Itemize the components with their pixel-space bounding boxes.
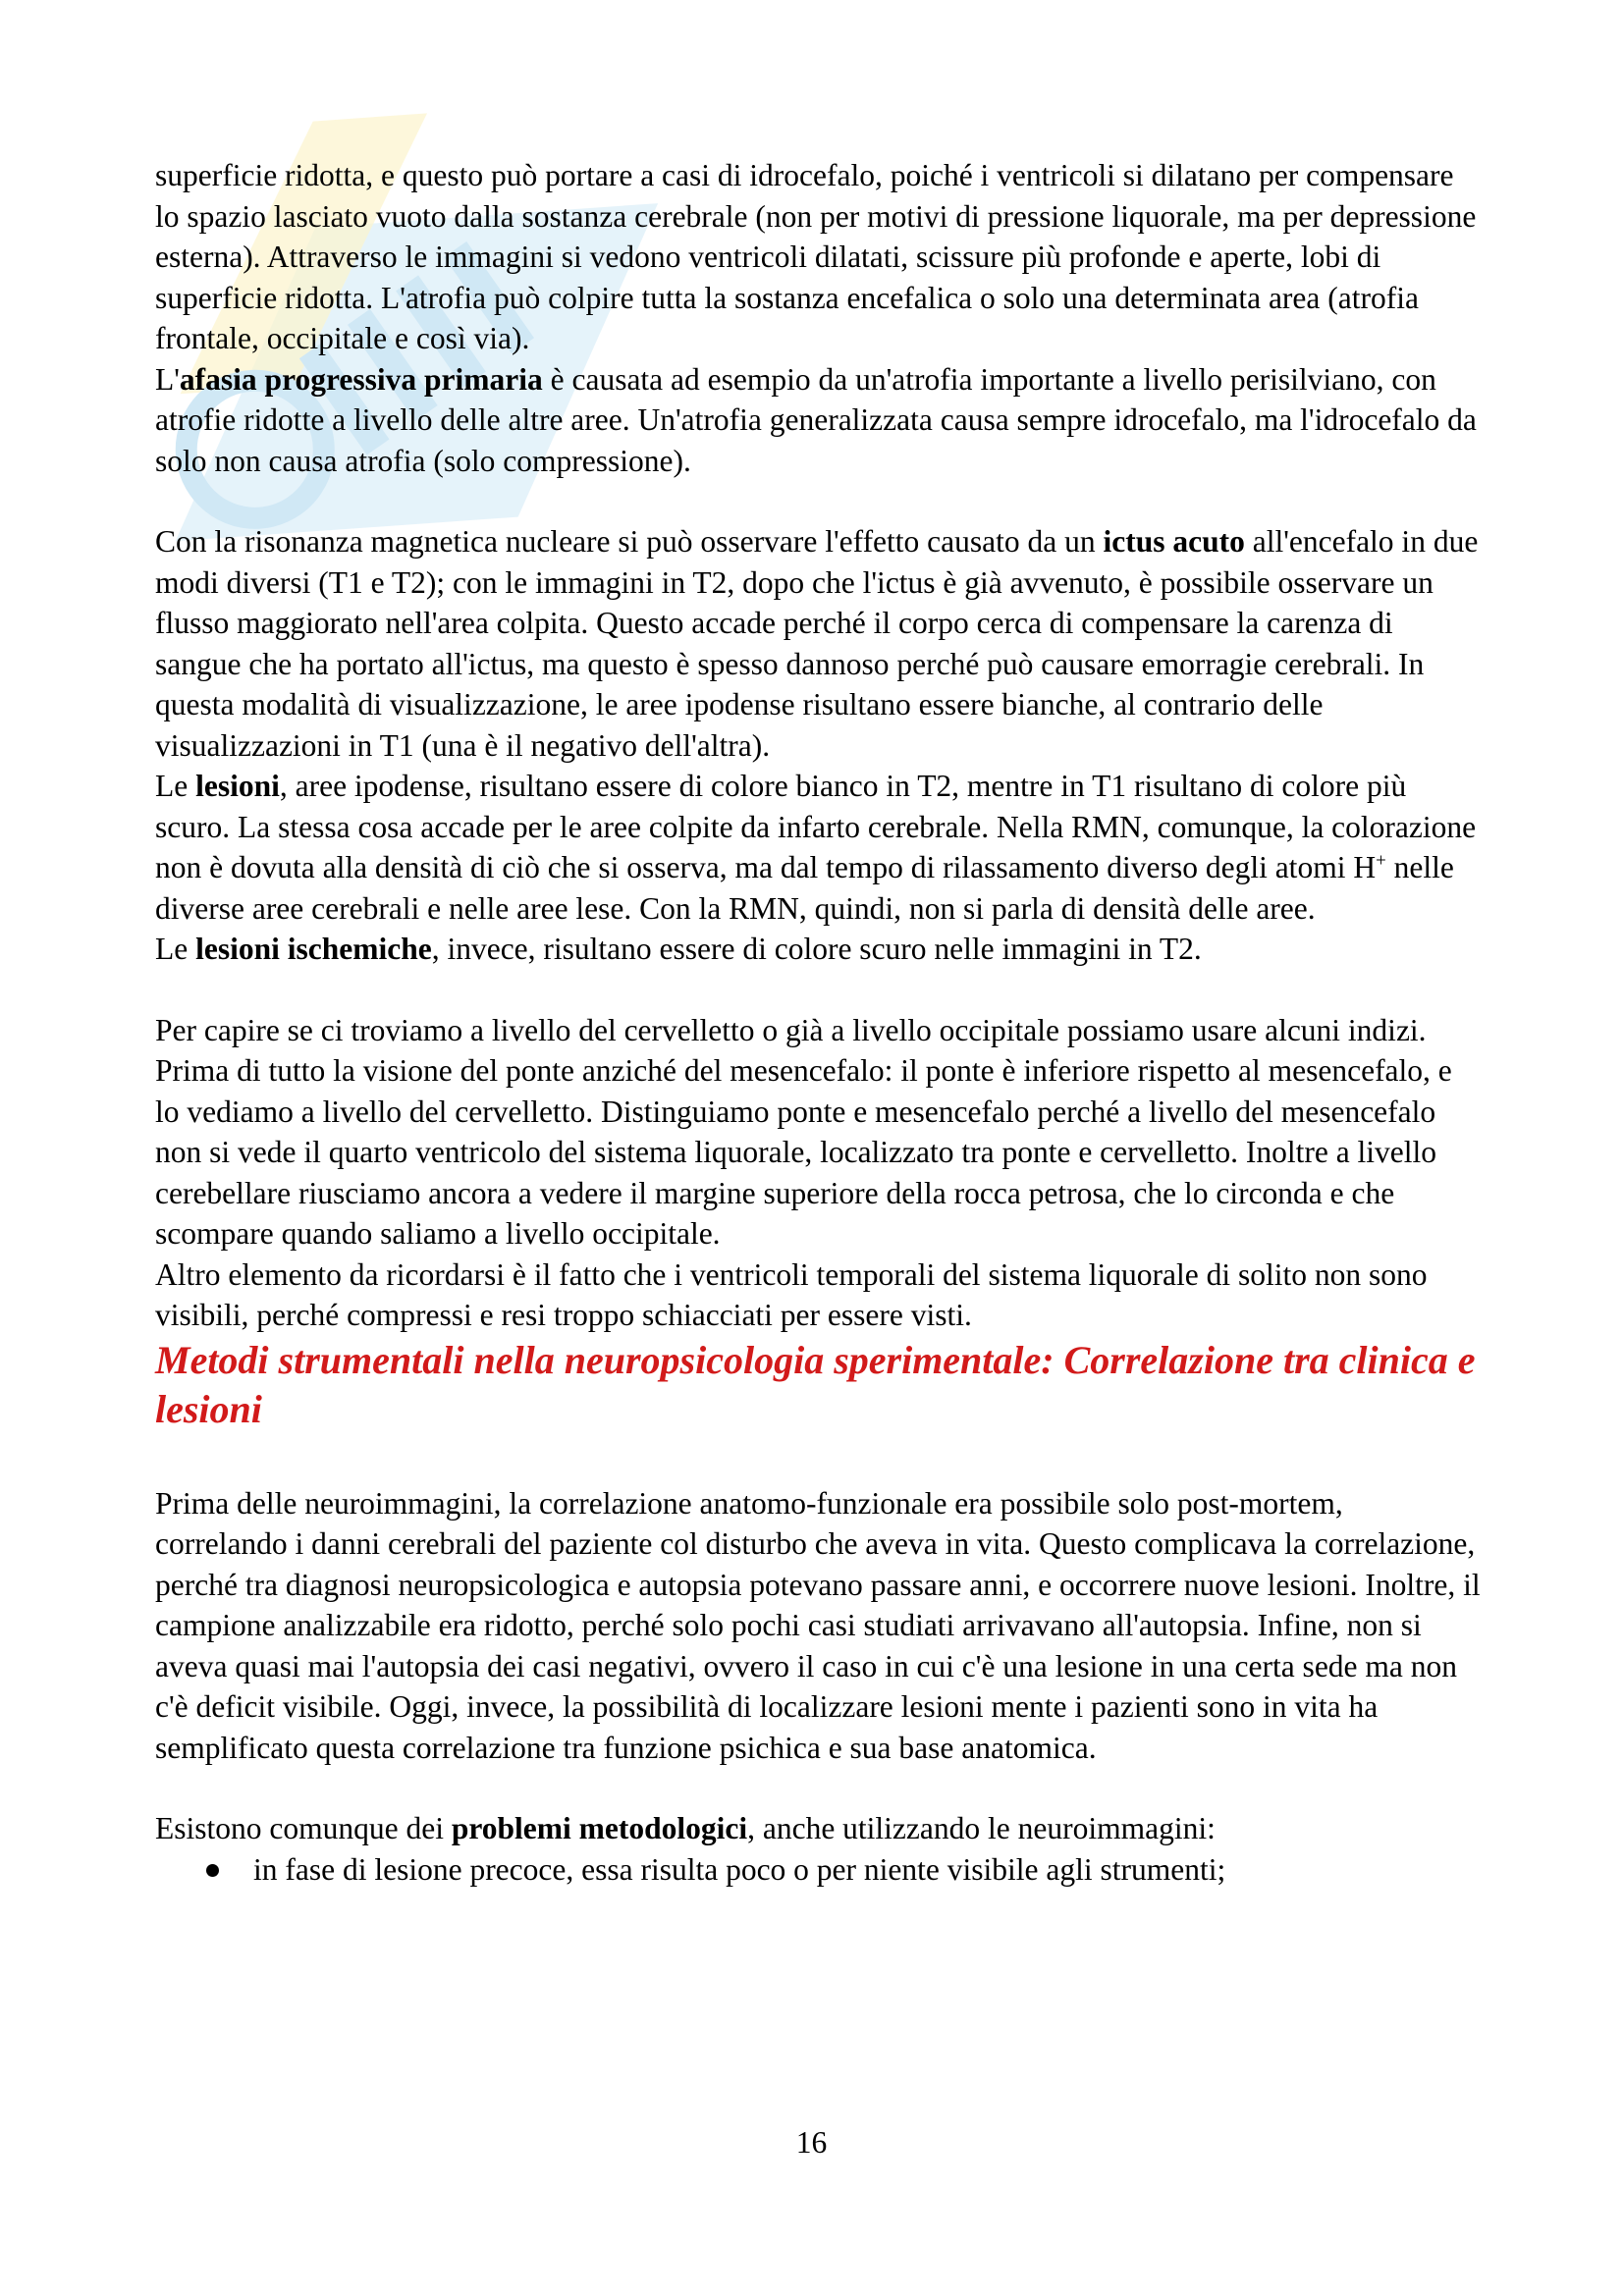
list-item <box>155 1849 1483 1891</box>
paragraph-lesioni-mid: , aree ipodense, risultano essere di colore bianco in T2, mentre in T1 risultano di colore più scuro. La stessa cosa accade per le aree colpite da infarto cerebrale. Nella RMN, comunque, la colorazione non è dovuta alla densità di ciò che si osserva, ma dal tempo di rilassamento diverso degli atomi H <box>155 769 1477 884</box>
paragraph-ictus-suffix: all'encefalo in due modi diversi (T1 e T2); con le immagini in T2, dopo che l'ictus è già avvenuto, è possibile osservare un flusso maggiorato nell'area colpita. Questo accade perché il corpo cerca di compensare la carenza di sangue che ha portato all'ictus, ma questo è spesso dannoso perché può causare emorragie cerebrali. In questa modalità di visualizzazione, le aree ipodense risultano essere bianche, al contrario delle visualizzazioni in T1 (una è il negativo dell'altra). <box>155 524 1479 763</box>
paragraph-atrophy <box>155 155 1483 481</box>
paragraph-ictus <box>155 521 1483 766</box>
term-afasia-progressiva-primaria: afasia progressiva primaria <box>179 361 543 397</box>
problems-list <box>155 1849 1483 1891</box>
superscript-plus: + <box>1376 850 1386 872</box>
page-number: 16 <box>795 2125 828 2160</box>
paragraph-neuroimmagini: Prima delle neuroimmagini, la correlazione anatomo-funzionale era possibile solo post-mortem, correlando i danni cerebrali del paziente col disturbo che aveva in vita. Questo complicava la correlazione, perché tra diagnosi neuropsicologica e autopsia potevano passare anni, e occorrere nuove lesioni. Inoltre, il campione analizzabile era ridotto, perché solo pochi casi studiati arrivavano all'autopsia. Infine, non si aveva quasi mai l'autopsia dei casi negativi, ovvero il caso in cui c'è una lesione in una certa sede ma non c'è deficit visibile. Oggi, invece, la possibilità di localizzare lesioni mente i pazienti sono in vita ha semplificato questa correlazione tra funzione psichica e sua base anatomica. <box>155 1485 1481 1765</box>
paragraph-problemi-prefix: Esistono comunque dei <box>155 1811 452 1845</box>
term-lesioni-ischemiche: lesioni ischemiche <box>195 932 432 966</box>
paragraph-problemi-suffix: , anche utilizzando le neuroimmagini: <box>747 1811 1216 1845</box>
term-ictus-acuto: ictus acuto <box>1103 524 1245 559</box>
paragraph-atrophy-suffix: è causata ad esempio da un'atrofia importante a livello perisilviano, con atrofie ridotte a livello delle altre aree. Un'atrofia generalizzata causa sempre idrocefalo, ma l'idrocefalo da solo non causa atrofia (solo compressione). <box>155 361 1477 478</box>
term-problemi-metodologici: problemi metodologici <box>451 1811 748 1845</box>
paragraph-lesioni-suffix: nelle diverse aree cerebrali e nelle aree lese. Con la RMN, quindi, non si parla di densità delle aree. <box>155 850 1454 926</box>
paragraph-ischemiche-prefix: Le <box>155 932 196 966</box>
paragraph-lesioni-prefix: Le <box>155 769 196 803</box>
section-heading: Metodi strumentali nella neuropsicologia sperimentale: Correlazione tra clinica e lesioni <box>155 1337 1476 1431</box>
paragraph-atrophy-text: superficie ridotta, e questo può portare a casi di idrocefalo, poiché i ventricoli si dilatano per compensare lo spazio lasciato vuoto dalla sostanza cerebrale (non per motivi di pressione liquorale, ma per depressione esterna). Attraverso le immagini si vedono ventricoli dilatati, scissure più profonde e aperte, lobi di superficie ridotta. L'atrofia può colpire tutta la sostanza encefalica o solo una determinata area (atrofia frontale, occipitale e così via). <box>155 158 1477 355</box>
document-page <box>155 155 1483 1890</box>
paragraph-problemi <box>155 1808 1483 1849</box>
paragraph-atrophy-prefix: L' <box>155 361 180 397</box>
paragraph-ischemiche-suffix: , invece, risultano essere di colore scuro nelle immagini in T2. <box>431 932 1202 966</box>
bullet-icon <box>206 1864 219 1877</box>
paragraph-ventricoli: Altro elemento da ricordarsi è il fatto che i ventricoli temporali del sistema liquorale di solito non sono visibili, perché compressi e resi troppo schiacciati per essere visti. <box>155 1256 1428 1332</box>
list-item-text: in fase di lesione precoce, essa risulta poco o per niente visibile agli strumenti; <box>253 1851 1226 1887</box>
term-lesioni: lesioni <box>195 769 280 803</box>
paragraph-lesioni <box>155 766 1483 929</box>
paragraph-lesioni-ischemiche <box>155 929 1483 970</box>
paragraph-ictus-prefix: Con la risonanza magnetica nucleare si può osservare l'effetto causato da un <box>155 524 1104 559</box>
paragraph-cervelletto: Per capire se ci troviamo a livello del cervelletto o già a livello occipitale possiamo usare alcuni indizi. Prima di tutto la visione del ponte anziché del mesencefalo: il ponte è inferiore rispetto al mesencefalo, e lo vediamo a livello del cervelletto. Distinguiamo ponte e mesencefalo perché a livello del mesencefalo non si vede il quarto ventricolo del sistema liquorale, localizzato tra ponte e cervelletto. Inoltre a livello cerebellare riusciamo ancora a vedere il margine superiore della rocca petrosa, che lo circonda e che scompare quando saliamo a livello occipitale. <box>155 1012 1452 1251</box>
